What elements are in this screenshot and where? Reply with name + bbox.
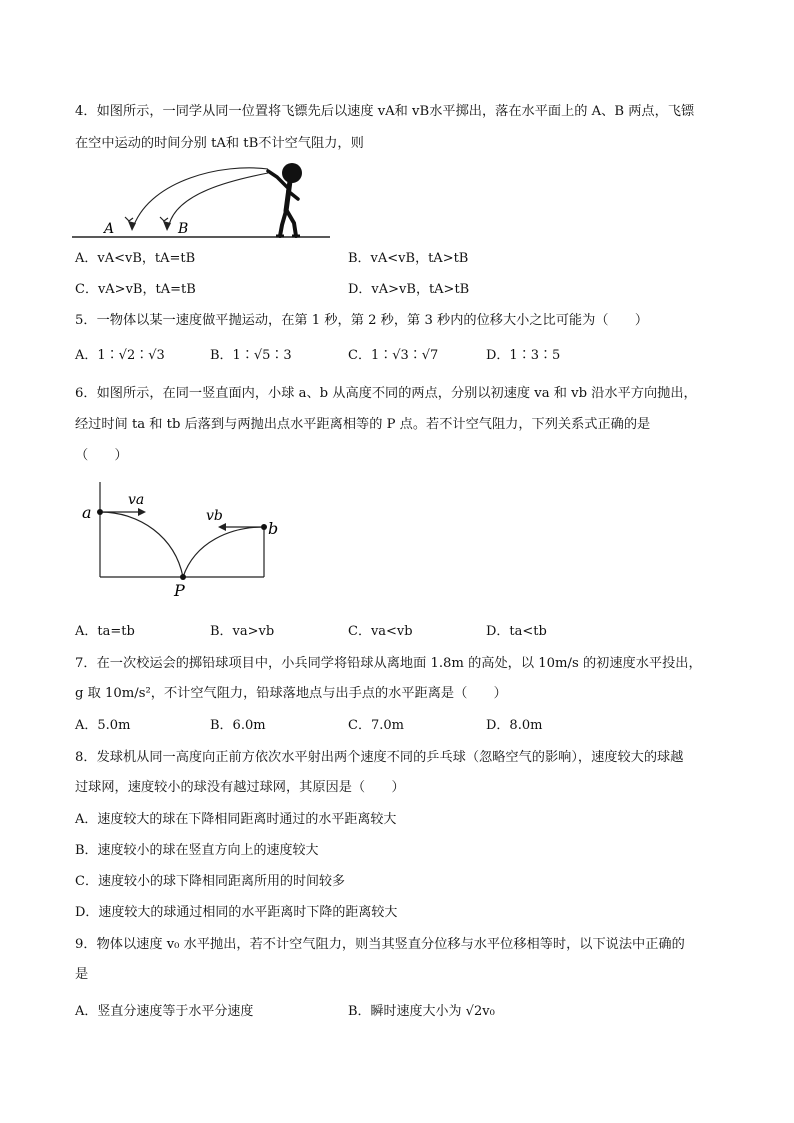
q5-line1: 5．一物体以某一速度做平抛运动，在第 1 秒，第 2 秒，第 3 秒内的位移大小之比可能为（ ） (75, 313, 649, 328)
q6-line2: 经过时间 ta 和 tb 后落到与两抛出点水平距离相等的 P 点。若不计空气阻力，下列关系式正确的是 (75, 417, 651, 432)
q6-option-c: C．va<vb (348, 624, 413, 639)
q6-fig-va: va (128, 492, 145, 508)
q8-option-d: D．速度较大的球通过相同的水平距离时下降的距离较大 (75, 905, 398, 920)
q6-line3: （ ） (75, 448, 128, 463)
q8-line1: 8．发球机从同一高度向正前方依次水平射出两个速度不同的乒乓球（忽略空气的影响），速度较大的球越 (75, 750, 684, 765)
q4-option-d: D．vA>vB，tA>tB (348, 282, 470, 297)
q7-option-b: B．6.0m (210, 718, 266, 733)
q5-option-b: B．1∶√5∶3 (210, 348, 292, 363)
q6-fig-p: P (174, 581, 185, 600)
q6-line1: 6．如图所示，在同一竖直面内，小球 a、b 从高度不同的两点，分别以初速度 va 和 vb 沿水平方向抛出， (75, 386, 697, 401)
q7-line1: 7．在一次校运会的掷铅球项目中，小兵同学将铅球从离地面 1.8m 的高处，以 10m/s 的初速度水平投出， (75, 656, 702, 671)
q6-fig-b: b (268, 519, 279, 538)
q6-option-d: D．ta<tb (486, 624, 547, 639)
q8-line2: 过球网，速度较小的球没有越过球网，其原因是（ ） (75, 780, 405, 795)
q5-option-c: C．1∶√3∶√7 (348, 348, 439, 363)
q8-option-c: C．速度较小的球下降相同距离所用的时间较多 (75, 874, 345, 889)
q5-option-d: D．1∶3∶5 (486, 348, 561, 363)
q7-option-a: A．5.0m (75, 718, 131, 733)
q4-fig-label-b: B (178, 221, 189, 237)
q4-option-a: A．vA<vB，tA=tB (75, 251, 196, 266)
q7-option-d: D．8.0m (486, 718, 543, 733)
q6-option-b: B．va>vb (210, 624, 275, 639)
q9-option-a: A．竖直分速度等于水平分速度 (75, 1004, 254, 1019)
q4-fig-label-a: A (104, 221, 115, 237)
q8-option-b: B．速度较小的球在竖直方向上的速度较大 (75, 843, 319, 858)
q9-line1: 9．物体以速度 v₀ 水平抛出，若不计空气阻力，则当其竖直分位移与水平位移相等时，以下说法中正确的 (75, 937, 685, 952)
q8-option-a: A．速度较大的球在下降相同距离时通过的水平距离较大 (75, 812, 397, 827)
q6-option-a: A．ta=tb (75, 624, 135, 639)
q5-option-a: A．1∶√2∶√3 (75, 348, 165, 363)
q6-fig-a: a (82, 503, 92, 522)
q9-option-b: B．瞬时速度大小为 √2v₀ (348, 1004, 495, 1019)
q4-line2: 在空中运动的时间分别 tA和 tB不计空气阻力，则 (75, 136, 364, 151)
q6-fig-vb: vb (206, 508, 223, 524)
q4-option-c: C．vA>vB，tA=tB (75, 282, 196, 297)
q4-line1: 4．如图所示，一同学从同一位置将飞镖先后以速度 vA和 vB水平掷出，落在水平面上的 A、B 两点，飞镖 (75, 104, 695, 119)
q7-line2: g 取 10m/s²，不计空气阻力，铅球落地点与出手点的水平距离是（ ） (75, 686, 507, 701)
q7-option-c: C．7.0m (348, 718, 404, 733)
q4-option-b: B．vA<vB，tA>tB (348, 251, 469, 266)
q4-figure (72, 155, 342, 243)
q6-figure (80, 482, 290, 600)
q9-line2: 是 (75, 967, 89, 982)
